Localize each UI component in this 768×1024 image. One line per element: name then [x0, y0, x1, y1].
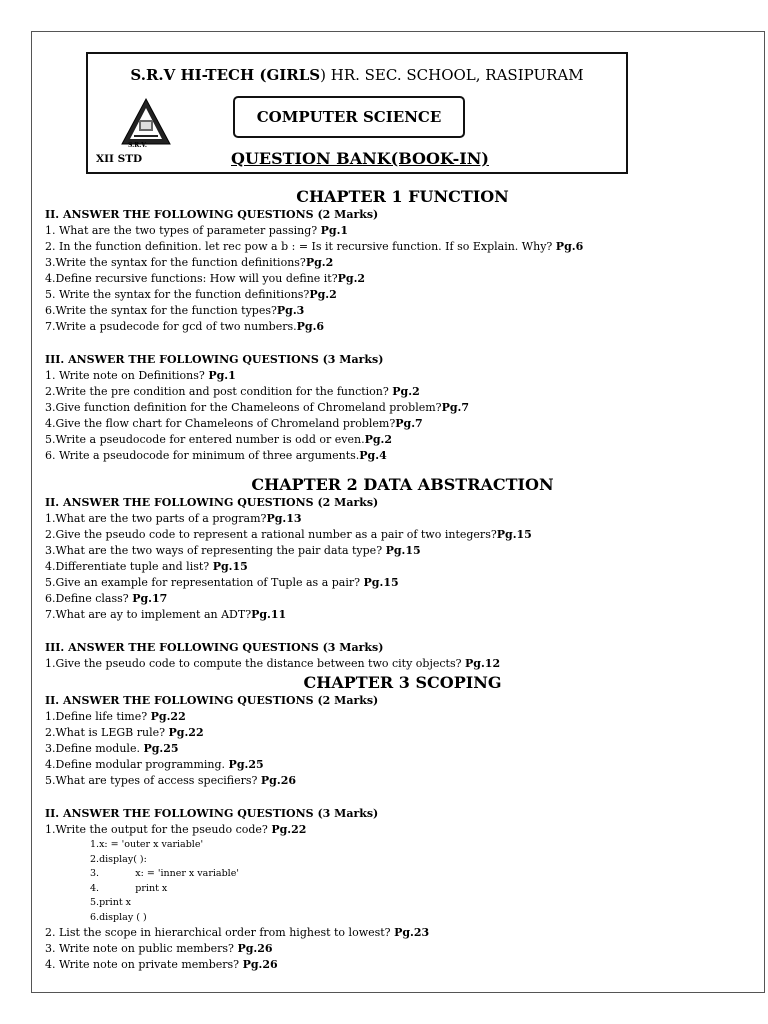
school-name-rest: ) HR. SEC. SCHOOL, RASIPURAM: [320, 66, 584, 84]
chapter-3-title: CHAPTER 3 SCOPING: [303, 673, 502, 692]
pseudo-code-block: [45, 838, 760, 925]
code-line: 2.display( ):: [90, 853, 147, 865]
question-item: 4.Give the flow chart for Chameleons of Chromeland problem?Pg.7: [45, 417, 423, 430]
question-item: 1.Define life time? Pg.22: [45, 710, 186, 723]
question-item: 1.What are the two parts of a program?Pg.13: [45, 512, 302, 525]
question-item: 2. In the function definition. let rec pow a b : = Is it recursive function. If so Explain. Why? Pg.6: [45, 240, 584, 253]
code-line: 6.display ( ): [90, 911, 147, 923]
question-item: 2.Give the pseudo code to represent a rational number as a pair of two integers?Pg.15: [45, 528, 532, 541]
school-name: [88, 66, 626, 84]
question-item: 1.Write the output for the pseudo code? Pg.22: [45, 823, 307, 836]
question-item: 3. Write note on public members? Pg.26: [45, 942, 273, 955]
question-item: 1. Write note on Definitions? Pg.1: [45, 369, 236, 382]
logo-caption: S.R.V.: [128, 142, 147, 149]
section-heading: III. ANSWER THE FOLLOWING QUESTIONS (3 Marks): [45, 641, 384, 654]
question-item: 2. List the scope in hierarchical order from highest to lowest? Pg.23: [45, 926, 430, 939]
chapter-2-title: CHAPTER 2 DATA ABSTRACTION: [251, 475, 554, 494]
section-heading: II. ANSWER THE FOLLOWING QUESTIONS (3 Marks): [45, 807, 379, 820]
standard-label: XII STD: [96, 153, 143, 165]
question-item: 7.Write a psudecode for gcd of two numbers.Pg.6: [45, 320, 325, 333]
question-item: 4.Define modular programming. Pg.25: [45, 758, 264, 771]
question-item: 3.Write the syntax for the function definitions?Pg.2: [45, 256, 334, 269]
question-item: 4. Write note on private members? Pg.26: [45, 958, 278, 971]
document-body: [45, 186, 760, 973]
question-item: 2.Write the pre condition and post condition for the function? Pg.2: [45, 385, 420, 398]
question-item: 6.Define class? Pg.17: [45, 592, 168, 605]
question-item: 4.Define recursive functions: How will you define it?Pg.2: [45, 272, 366, 285]
question-list: [45, 822, 760, 973]
question-item: 4.Differentiate tuple and list? Pg.15: [45, 560, 248, 573]
question-item: 5.What are types of access specifiers? Pg.26: [45, 774, 297, 787]
question-item: 5.Give an example for representation of Tuple as a pair? Pg.15: [45, 576, 399, 589]
school-name-bold: S.R.V HI-TECH (GIRLS: [130, 66, 321, 84]
question-list: [45, 511, 760, 623]
question-item: 3.What are the two ways of representing the pair data type? Pg.15: [45, 544, 421, 557]
question-item: 3.Define module. Pg.25: [45, 742, 179, 755]
question-item: 7.What are ay to implement an ADT?Pg.11: [45, 608, 287, 621]
header-box: [86, 52, 628, 174]
section-heading: II. ANSWER THE FOLLOWING QUESTIONS (2 Marks): [45, 496, 379, 509]
question-item: 1. What are the two types of parameter passing? Pg.1: [45, 224, 349, 237]
question-bank-title: QUESTION BANK(BOOK-IN): [231, 149, 489, 168]
chapter-1-title: CHAPTER 1 FUNCTION: [296, 187, 509, 206]
question-item: 6. Write a pseudocode for minimum of three arguments.Pg.4: [45, 449, 387, 462]
code-line: 4. print x: [90, 882, 168, 894]
question-item: 6.Write the syntax for the function types?Pg.3: [45, 304, 305, 317]
question-item: 3.Give function definition for the Chameleons of Chromeland problem?Pg.7: [45, 401, 470, 414]
question-list: [45, 709, 760, 789]
question-list: [45, 656, 760, 672]
question-list: [45, 223, 760, 335]
question-item: 5.Write a pseudocode for entered number is odd or even.Pg.2: [45, 433, 393, 446]
section-heading: II. ANSWER THE FOLLOWING QUESTIONS (2 Marks): [45, 208, 379, 221]
question-item: 1.Give the pseudo code to compute the distance between two city objects? Pg.12: [45, 657, 501, 670]
code-line: 1.x: = 'outer x variable': [90, 839, 204, 850]
section-heading: II. ANSWER THE FOLLOWING QUESTIONS (2 Marks): [45, 694, 379, 707]
code-line: 3. x: = 'inner x variable': [90, 868, 239, 879]
section-heading: III. ANSWER THE FOLLOWING QUESTIONS (3 Marks): [45, 353, 384, 366]
question-item: 2.What is LEGB rule? Pg.22: [45, 726, 204, 739]
code-line: 5.print x: [90, 897, 132, 908]
question-item: 5. Write the syntax for the function definitions?Pg.2: [45, 288, 337, 301]
question-list: [45, 368, 760, 464]
subject-title: COMPUTER SCIENCE: [233, 96, 465, 138]
